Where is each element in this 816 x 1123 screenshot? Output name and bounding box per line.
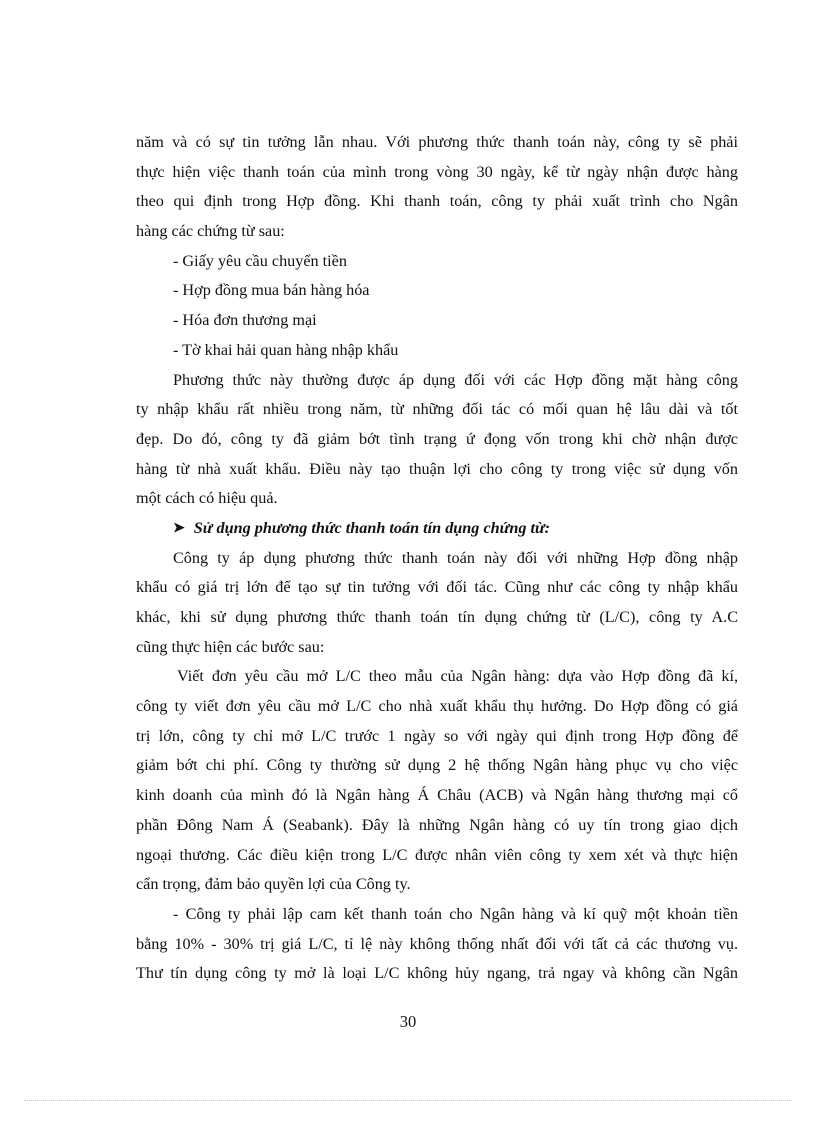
paragraph-line: giảm bớt chi phí. Công ty thường sử dụng 2 hệ thống Ngân hàng phục vụ cho việc: [136, 756, 738, 775]
paragraph-line: hàng từ nhà xuất khẩu. Điều này tạo thuận lợi cho công ty trong việc sử dụng vốn: [136, 459, 738, 478]
paragraph-line: trị lớn, công ty chỉ mở L/C trước 1 ngày so với ngày qui định trong Hợp đồng để: [136, 726, 738, 745]
paragraph-line: đẹp. Do đó, công ty đã giảm bớt tình trạng ứ đọng vốn trong khi chờ nhận được: [136, 429, 738, 448]
paragraph-line: khẩu có giá trị lớn để tạo sự tin tưởng với đối tác. Cũng như các công ty nhập khẩu: [136, 578, 738, 597]
section-heading-text: Sử dụng phương thức thanh toán tín dụng chứng từ:: [193, 518, 551, 537]
list-item: - Tờ khai hải quan hàng nhập khẩu: [173, 340, 399, 359]
paragraph-line: Viết đơn yêu cầu mở L/C theo mẫu của Ngân hàng: dựa vào Hợp đồng đã kí,: [177, 667, 738, 686]
paragraph-line: thực hiện việc thanh toán của mình trong vòng 30 ngày, kể từ ngày nhận được hàng: [136, 162, 738, 181]
paragraph-line: Công ty áp dụng phương thức thanh toán này đối với những Hợp đồng nhập: [173, 548, 738, 567]
paragraph-line: khác, khi sử dụng phương thức thanh toán tín dụng chứng từ (L/C), công ty A.C: [136, 608, 738, 626]
list-item: - Hóa đơn thương mại: [173, 311, 317, 330]
paragraph-line: cẩn trọng, đảm bảo quyền lợi của Công ty.: [136, 875, 411, 894]
paragraph-line: hàng các chứng từ sau:: [136, 222, 285, 241]
paragraph-line: - Công ty phải lập cam kết thanh toán cho Ngân hàng và kí quỹ một khoản tiền: [173, 904, 738, 923]
page-number: 30: [399, 1012, 417, 1031]
paragraph-line: cũng thực hiện các bước sau:: [136, 637, 325, 656]
paragraph-line: năm và có sự tin tưởng lẫn nhau. Với phương thức thanh toán này, công ty sẽ phải: [136, 133, 738, 151]
paragraph-line: theo qui định trong Hợp đồng. Khi thanh toán, công ty phải xuất trình cho Ngân: [136, 192, 738, 211]
list-item: - Hợp đồng mua bán hàng hóa: [173, 281, 370, 300]
section-heading: [136, 514, 738, 544]
arrow-bullet-icon: ➤: [173, 520, 185, 536]
paragraph-line: phần Đông Nam Á (Seabank). Đây là những Ngân hàng có uy tín trong giao dịch: [136, 815, 738, 834]
page-bottom-divider: [24, 1100, 792, 1101]
paragraph-line: kinh doanh của mình đó là Ngân hàng Á Châu (ACB) và Ngân hàng thương mại cổ: [136, 786, 738, 805]
body-text: [136, 128, 738, 989]
paragraph-line: Phương thức này thường được áp dụng đối với các Hợp đồng mặt hàng công: [173, 370, 738, 389]
list-item: - Giấy yêu cầu chuyển tiền: [173, 251, 347, 270]
paragraph-line: một cách có hiệu quả.: [136, 489, 278, 508]
paragraph-line: Thư tín dụng công ty mở là loại L/C không hủy ngang, trả ngay và không cần Ngân: [136, 964, 738, 983]
paragraph-line: ty nhập khẩu rất nhiều trong năm, từ những đối tác có mối quan hệ lâu dài và tốt: [136, 400, 738, 419]
paragraph-line: bằng 10% - 30% trị giá L/C, tỉ lệ này không thống nhất đối với tất cả các thương vụ.: [136, 934, 738, 953]
paragraph-line: công ty viết đơn yêu cầu mở L/C cho nhà xuất khẩu thụ hưởng. Do Hợp đồng có giá: [136, 697, 738, 716]
paragraph-line: ngoại thương. Các điều kiện trong L/C được nhân viên công ty xem xét và thực hiện: [136, 845, 738, 864]
